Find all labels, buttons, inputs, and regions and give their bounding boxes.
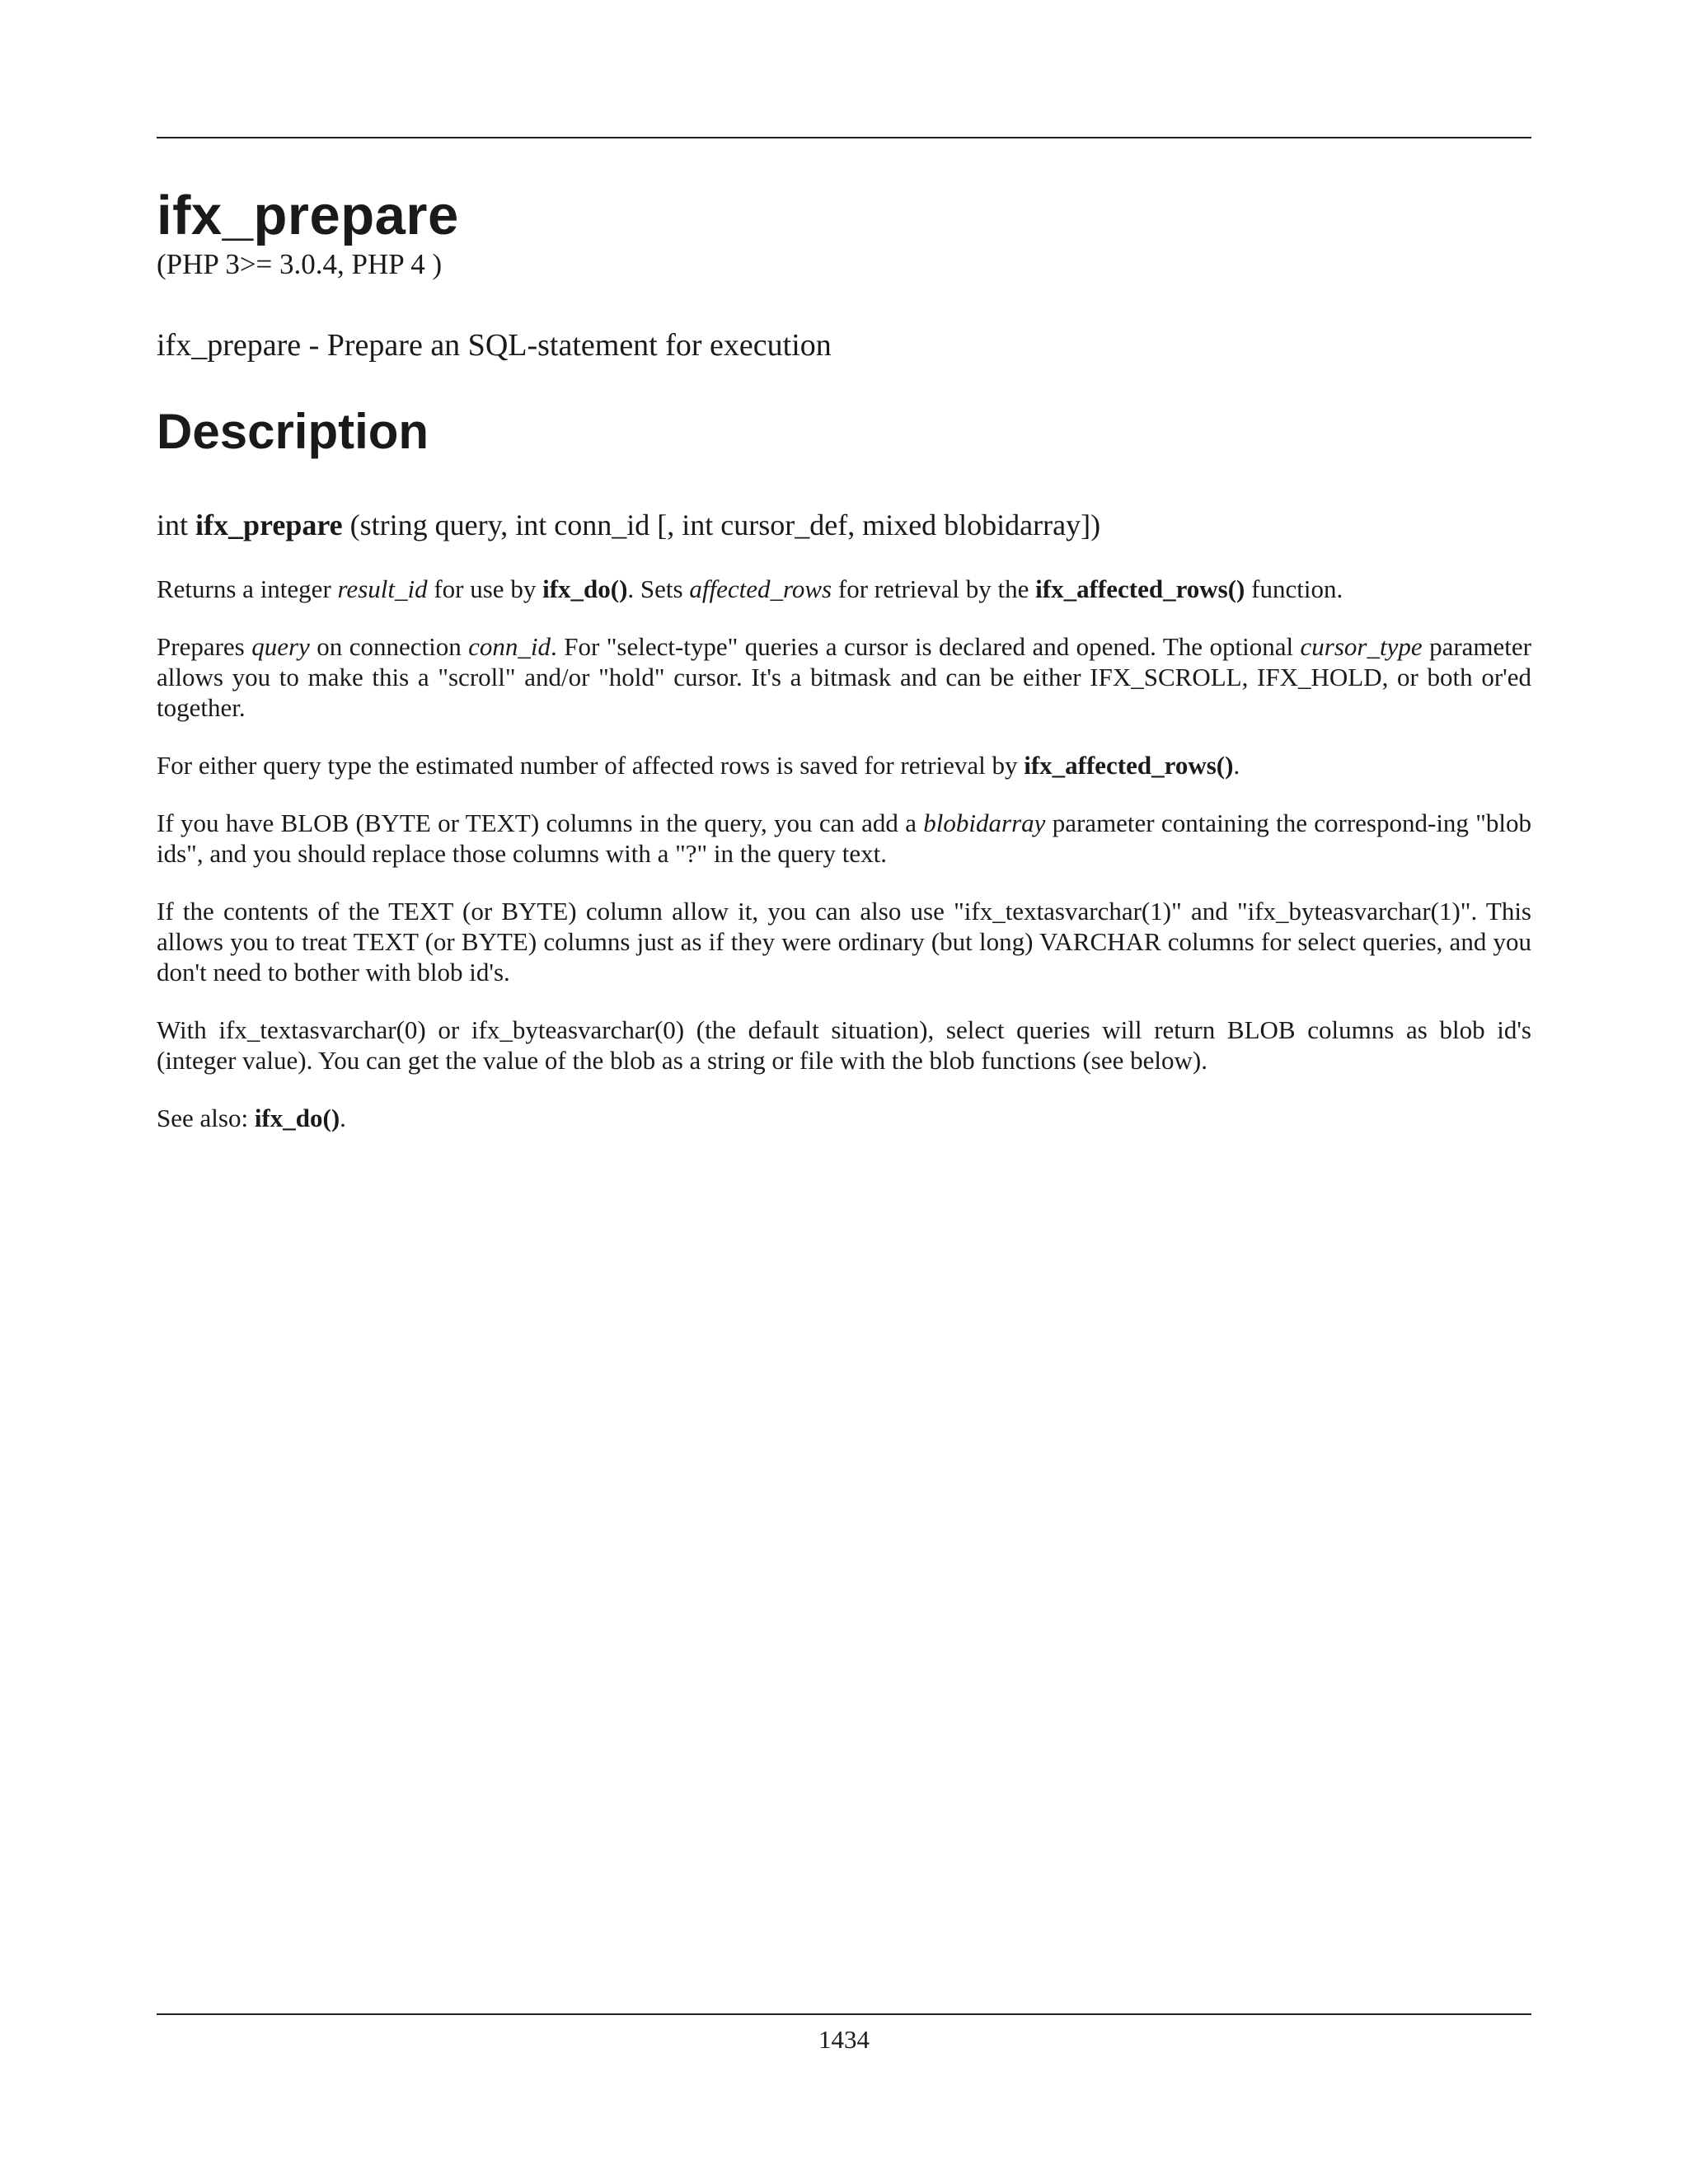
page-content (157, 185, 1531, 1133)
paragraph-affected-rows (157, 750, 1531, 780)
text: . Sets (627, 574, 690, 603)
text: parameter containing the correspond-ing "blob ids", and you should replace those columns with a "?" in the query text. (157, 808, 1531, 868)
text: for retrieval by the (832, 574, 1036, 603)
text: for use by (427, 574, 543, 603)
param-result-id: result_id (337, 574, 428, 603)
text: Returns a integer (157, 574, 338, 603)
paragraph-returns (157, 574, 1531, 604)
text: function. (1245, 574, 1343, 603)
synopsis-params: (string query, int conn_id [, int cursor_def, mixed blobidarray]) (342, 508, 1101, 541)
page-title: ifx_prepare (157, 185, 459, 246)
paragraph-prepares (157, 631, 1531, 723)
text: . (1233, 750, 1240, 780)
see-also-label: See also: (157, 1103, 255, 1132)
function-purpose: ifx_prepare - Prepare an SQL-statement for execution (157, 327, 832, 363)
param-blobidarray: blobidarray (923, 808, 1046, 837)
function-ref-ifx-affected-rows: ifx_affected_rows() (1024, 750, 1234, 780)
function-synopsis (157, 508, 1531, 542)
text: Prepares (157, 631, 252, 661)
param-query: query (251, 631, 310, 661)
function-ref-ifx-do: ifx_do() (542, 574, 628, 603)
page-number: 1434 (818, 2025, 870, 2054)
see-also-link-ifx-do[interactable]: ifx_do() (254, 1103, 340, 1132)
section-heading-description: Description (157, 403, 429, 459)
text: . For "select-type" queries a cursor is declared and opened. The optional (551, 631, 1301, 661)
text: If you have BLOB (BYTE or TEXT) columns in the query, you can add a (157, 808, 924, 837)
text: on connection (309, 631, 469, 661)
version-info: (PHP 3>= 3.0.4, PHP 4 ) (157, 247, 443, 280)
paragraph-textasvarchar: If the contents of the TEXT (or BYTE) column allow it, you can also use "ifx_textasvarchar(1)" and "ifx_byteasvarchar(1)". This allows you to treat TEXT (or BYTE) columns just as if they were ordinary (but long) VARCHAR columns for select queries, and you don't need to bother with blob id's. (157, 896, 1531, 987)
function-ref-ifx-affected-rows: ifx_affected_rows() (1035, 574, 1245, 603)
synopsis-return-type: int (157, 508, 196, 541)
header-rule (157, 137, 1531, 138)
param-affected-rows: affected_rows (689, 574, 832, 603)
synopsis-function-name: ifx_prepare (195, 508, 343, 541)
see-also (157, 1103, 1531, 1133)
paragraph-blob (157, 808, 1531, 869)
footer-rule (157, 2013, 1531, 2015)
text: For either query type the estimated number of affected rows is saved for retrieval by (157, 750, 1025, 780)
text: parameter allows you to make this a "scroll" and/or "hold" cursor. It's a bitmask and can be either IFX_SCROLL, IFX_HOLD, or both or'ed together. (157, 631, 1531, 722)
param-conn-id: conn_id (468, 631, 551, 661)
text: . (340, 1103, 346, 1132)
param-cursor-type: cursor_type (1300, 631, 1423, 661)
paragraph-default-situation: With ifx_textasvarchar(0) or ifx_byteasvarchar(0) (the default situation), select queries will return BLOB columns as blob id's (integer value). You can get the value of the blob as a string or file with the blob functions (see below). (157, 1015, 1531, 1075)
